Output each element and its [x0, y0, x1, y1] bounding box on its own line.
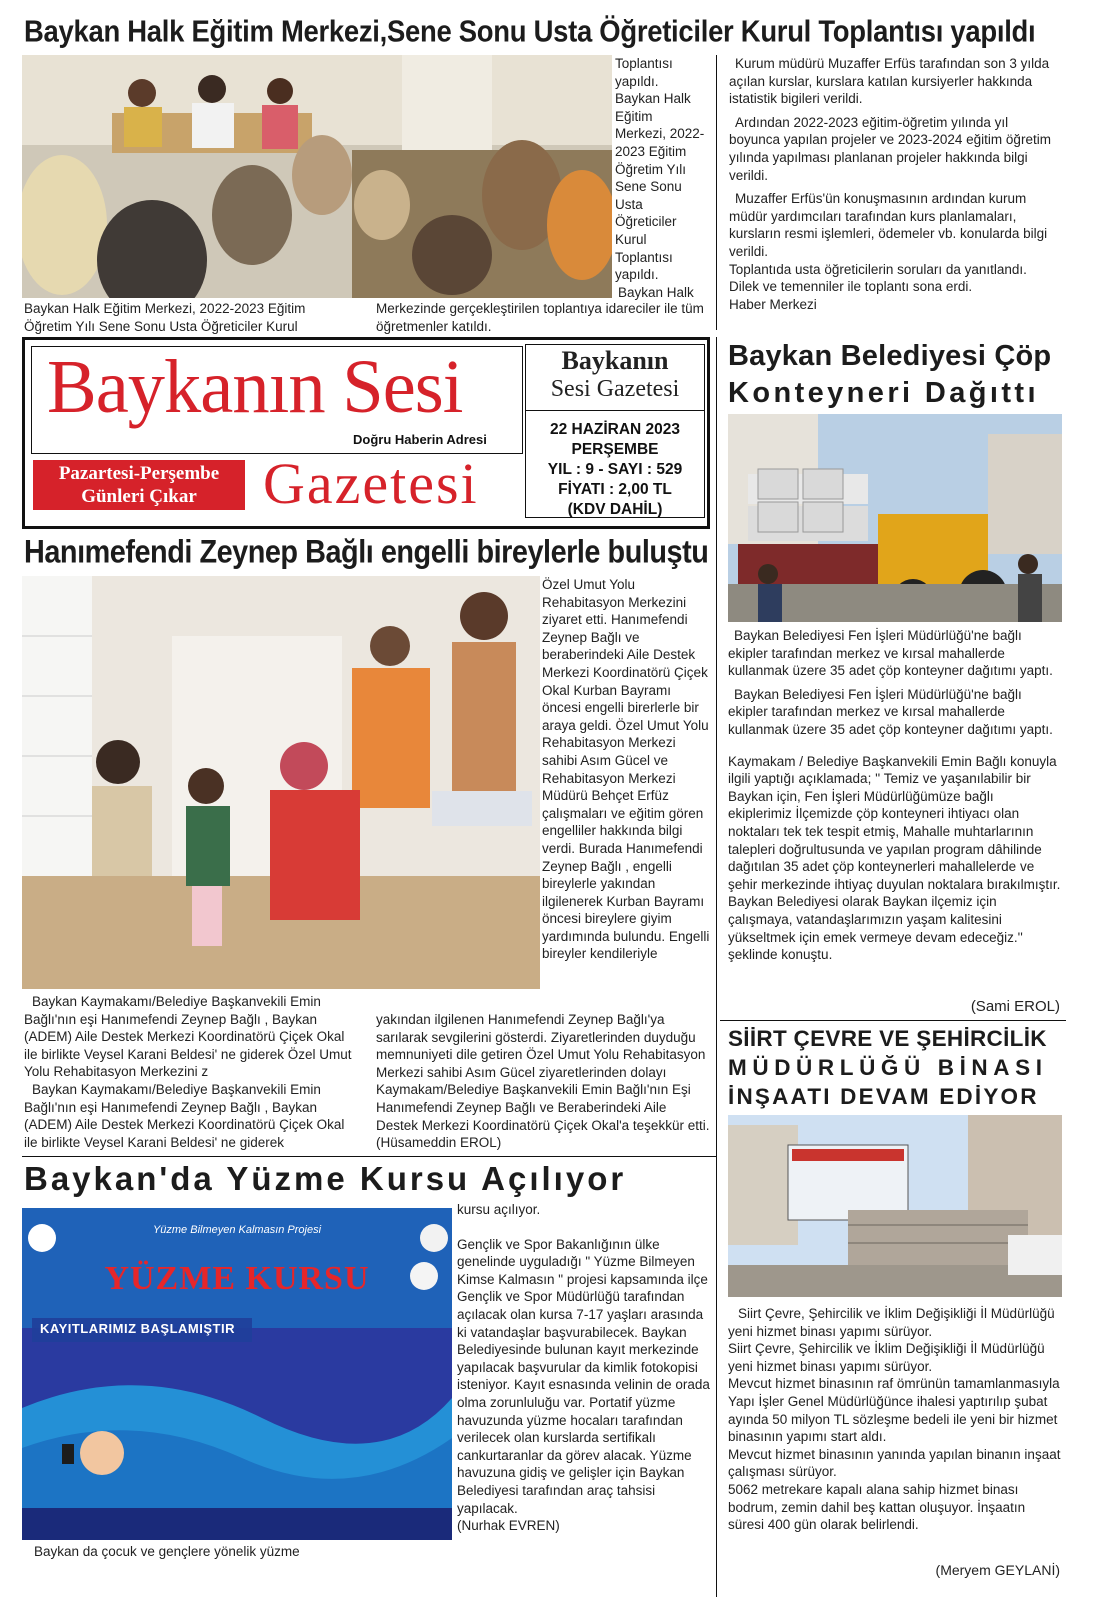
issue-number: YIL : 9 - SAYI : 529	[547, 461, 683, 478]
art2-headline: Hanımefendi Zeynep Bağlı engelli bireylerle buluştu	[24, 533, 709, 570]
art1-caption-left: Baykan Halk Eğitim Merkezi, 2022-2023 Eğitim Öğretim Yılı Sene Sonu Usta Öğreticiler Kurul	[24, 301, 306, 334]
art5-byline: (Nurhak EVREN)	[457, 1518, 560, 1534]
issue-day: PERŞEMBE	[571, 441, 659, 458]
art1-col-right	[729, 55, 1061, 313]
masthead-title-top: Baykanın Sesi	[47, 345, 463, 429]
art3-body	[728, 627, 1061, 970]
poster-banner: KAYITLARIMIZ BAŞLAMIŞTIR	[40, 1321, 235, 1336]
art3-headline-1: Baykan Belediyesi Çöp	[728, 340, 1052, 372]
art4-byline: (Meryem GEYLANİ)	[935, 1562, 1060, 1578]
art2-col-mid	[376, 1011, 712, 1152]
masthead-side-title-2: Sesi Gazetesi	[550, 376, 680, 402]
art1-para: Muzaffer Erfüs'ün konuşmasının ardından kurum müdür yardımcıları tarafından kurs planlamaları, kursların resmi işlemleri, ödemeler vb. konularda bilgi verildi.	[729, 191, 1048, 259]
poster-title: YÜZME KURSU	[104, 1260, 370, 1297]
art5-para: kursu açılıyor.	[457, 1202, 541, 1217]
column-divider	[716, 55, 717, 330]
poster-top-text: Yüzme Bilmeyen Kalmasın Projesi	[152, 1224, 322, 1236]
art5-para: Gençlik ve Spor Bakanlığının ülke genelinde uyguladığı " Yüzme Bilmeyen Kimse Kalmasın " projesi kapsamında ilçe Gençlik ve Spor Müdürlüğü tarafından açılacak olan kursa 7-17 yaşları arasında ki vatandaşlar başvurabilecek. Baykan Belediyesinde bulunan kayıt merkezinde yapılacak başvurular da kimlik fotokopisi isteniyor. Kayıt esnasında velinin de orada olma zorunluluğu var. Portatif yüzme havuzunda yüzme hocaları tarafından verilecek olan kurslarda sertifikalı cankurtaranlar da görev alacak. Yüzme havuzuna gidiş ve gelişler için Baykan Belediyesi tarafından araç tahsisi yapılacak.	[457, 1236, 710, 1516]
issue-vat: (KDV DAHİL)	[567, 501, 663, 518]
art4-headline-1: SİİRT ÇEVRE VE ŞEHİRCİLİK	[728, 1026, 1047, 1051]
art4-para: Siirt Çevre, Şehircilik ve İklim Değişikliği İl Müdürlüğü yeni hizmet binası yapımı sürüyor.	[728, 1306, 1055, 1339]
section-divider	[720, 1020, 1066, 1021]
art3-byline: (Sami EROL)	[970, 998, 1060, 1015]
art1-para: Dilek ve temenniler ile toplantı sona erdi.	[729, 279, 973, 295]
art3-para: Baykan Belediyesi Fen İşleri Müdürlüğü'ne bağlı ekipler tarafından merkez ve kırsal mahallerde kullanmak üzere 35 adet çöp konteyner dağıtımı yaptı.	[728, 686, 1053, 737]
art1-para: Ardından 2022-2023 eğitim-öğretim yılında yıl boyunca yapılan projeler ve 2023-2024 eğitim öğretim yılında yapılması planlanan projeler hakkında bilgi verildi.	[729, 114, 1051, 183]
art4-body	[728, 1305, 1061, 1534]
art1-caption-right: Merkezinde gerçekleştirilen toplantıya idareciler ile tüm öğretmenler katıldı.	[376, 301, 704, 334]
art4-para: 5062 metrekare kapalı alana sahip hizmet binası bodrum, zemin dahil beş kattan oluşuyor. İnşaatın süresi 400 gün olarak belirlendi.	[728, 1481, 1026, 1533]
art4-para: Mevcut hizmet binasının yanında yapılan binanın inşaat çalışması sürüyor.	[728, 1446, 1061, 1480]
schedule-line1: Pazartesi-Perşembe	[58, 463, 220, 484]
art5-body	[457, 1201, 713, 1535]
art5-headline: Baykan'da Yüzme Kursu Açılıyor	[24, 1160, 627, 1197]
masthead-side-title-1: Baykanın	[561, 346, 669, 375]
art2-para: Baykan Kaymakamı/Belediye Başkanvekili Emin Bağlı'nın eşi Hanımefendi Zeynep Bağlı , Baykan (ADEM) Aile Destek Merkezi Koordinatörü Çiçek Okal ile birlikte Veysel Karani Beldesi' ne giderek Özel Umut Yolu Rehabitasyon Merkezini z	[24, 994, 352, 1080]
art3-para: Baykan Belediyesi Fen İşleri Müdürlüğü'ne bağlı ekipler tarafından merkez ve kırsal mahallerde kullanmak üzere 35 adet çöp konteyner dağıtımı yaptı.	[728, 628, 1053, 679]
masthead-title-bottom: Gazetesi	[263, 451, 479, 516]
art4-headline-3: İNŞAATI DEVAM EDİYOR	[728, 1084, 1039, 1109]
art1-byline: Haber Merkezi	[729, 296, 817, 312]
art1-col-mid-cont: Baykan Halk	[618, 285, 694, 300]
art1-headline: Baykan Halk Eğitim Merkezi,Sene Sonu Usta Öğreticiler Kurul Toplantısı yapıldı	[24, 14, 1036, 49]
schedule-line2: Günleri Çıkar	[81, 486, 197, 507]
masthead-info	[525, 420, 705, 520]
issue-price: FİYATI : 2,00 TL	[558, 481, 672, 498]
art2-col-right: Özel Umut Yolu Rehabitasyon Merkezini ziyaret etti. Hanımefendi Zeynep Bağlı ve beraberindeki Aile Destek Merkezi Koordinatörü Çiçek Okal Kurban Bayramı öncesi engelli birerlerle bir araya geldi. Özel Umut Yolu Rehabitasyon Merkezi sahibi Asım Gücel ve Rehabitasyon Merkezi Müdürü Behçet Erfüz çalışmaları ve eğitim gören engelliler hakkında bilgi verdi. Burada Hanımefendi Zeynep Bağlı , engelli bireylerle yakından ilgilenerek Kurban Bayramı öncesi bireylere giyim yardımında bulundu. Engelli bireyler kendileriyle	[542, 577, 710, 962]
masthead-slogan: Doğru Haberin Adresi	[353, 432, 487, 447]
art1-col-mid: Toplantısı yapıldı. Baykan Halk Eğitim Merkezi, 2022-2023 Eğitim Öğretim Yılı Sene Sonu Usta Öğreticiler Kurul Toplantısı yapıldı.	[615, 56, 705, 283]
art4-para: Mevcut hizmet binasının raf ömrünün tamamlanmasıyla Yapı İşler Genel Müdürlüğünce ihalesi yaptırılıp şubat ayında 50 milyon TL sözleşme bedeli ile yeni bir hizmet binasının yapımı start aldı.	[728, 1376, 1060, 1445]
art2-para: Baykan Kaymakamı/Belediye Başkanvekili Emin Bağlı'nın eşi Hanımefendi Zeynep Bağlı , Baykan (ADEM) Aile Destek Merkezi Koordinatörü Çiçek Okal ile birlikte Veysel Karani Beldesi' ne giderek	[24, 1081, 345, 1150]
art2-col-left	[24, 993, 354, 1151]
art2-byline: (Hüsameddin EROL)	[376, 1135, 502, 1151]
schedule-banner	[33, 460, 245, 510]
column-divider	[716, 337, 717, 1597]
art1-para: Toplantıda usta öğreticilerin soruları da yanıtlandı.	[729, 261, 1027, 277]
section-divider	[22, 1156, 716, 1157]
construction-photo	[728, 1115, 1062, 1297]
art3-headline-2: Konteyneri Dağıttı	[728, 377, 1039, 409]
swimming-course-poster	[22, 1208, 452, 1540]
art1-para: Kurum müdürü Muzaffer Erfüs tarafından son 3 yılda açılan kurslar, kurslara katılan kursiyerler hakkında istatistik bigileri verildi.	[729, 56, 1050, 107]
art4-para: Siirt Çevre, Şehircilik ve İklim Değişikliği İl Müdürlüğü yeni hizmet binası yapımı sürüyor.	[728, 1341, 1045, 1374]
art2-mid-text: yakından ilgilenen Hanımefendi Zeynep Bağlı'ya sarılarak sevgilerini gösterdi. Ziyaretlerinden duyduğu memnuniyeti dile getiren Özel Umut Yolu Rehabitasyon Merkezi sahibi Asım Gücel ziyaretlerinden dolayı Kaymakam/Belediye Başkanvekili Emin Bağlı'nın Eşi Hanımefendi Zeynep Bağlı ve Beraberindeki Aile Destek Merkezi Koordinatörü Çiçek Okal'a teşekkür etti.	[376, 1012, 710, 1133]
rehab-visit-photo	[22, 576, 540, 989]
masthead-side-rule	[525, 410, 705, 411]
issue-date: 22 HAZİRAN 2023	[549, 421, 681, 438]
masthead	[22, 337, 710, 529]
garbage-containers-photo	[728, 414, 1062, 622]
art3-para: Kaymakam / Belediye Başkanvekili Emin Bağlı konuyla ilgili yaptığı açıklamada; '' Temiz ve yaşanılabilir bir Baykan için, Fen İşleri Müdürlüğümüze bağlı ekiplerimiz İlçemizde çöp konteyneri ihtiyacı olan noktaları tek tek tespit etmiş, Mahalle muhtarlarının talepleri doğrultusunda ve yapılan program dâhilinde dağıtılan 35 adet çöp konteynerleri mahallelerde ve şehir merkezinde ihtiyaç duyulan noktalara bırakılmıştır. Baykan Belediyesi olarak Baykan ilçemiz için çalışmaya, vatandaşlarımızın yaşam kalitesini yükseltmek için emek vermeye devam edeceğiz.'' şeklinde konuştu.	[728, 753, 1061, 963]
meeting-photo	[22, 55, 612, 298]
art4-headline-2: MÜDÜRLÜĞÜ BİNASI	[728, 1055, 1048, 1080]
art5-caption: Baykan da çocuk ve gençlere yönelik yüzme	[34, 1544, 300, 1559]
